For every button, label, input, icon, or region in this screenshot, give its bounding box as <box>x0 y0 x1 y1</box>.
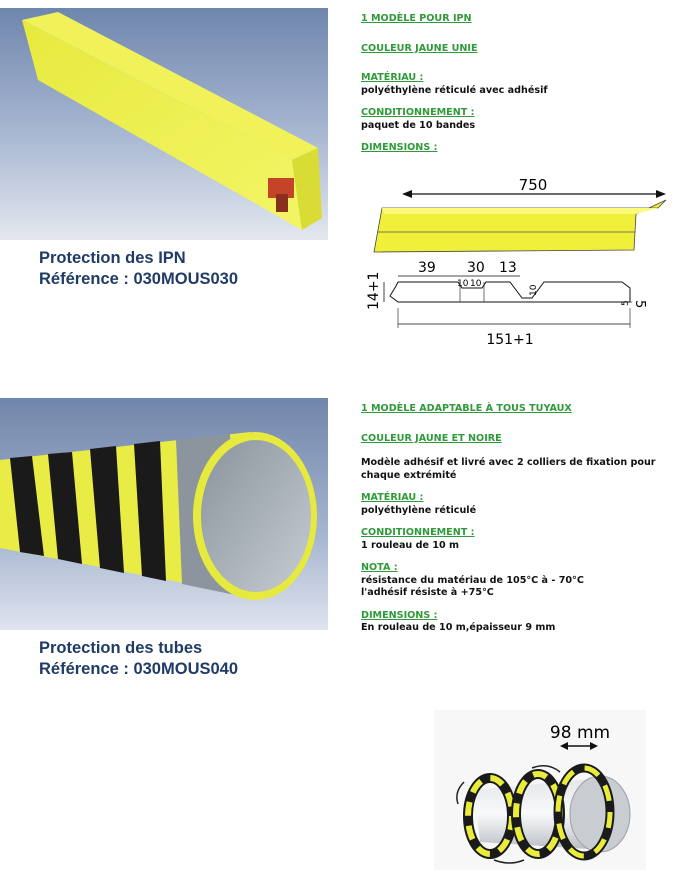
tube-nota-line2: l'adhésif résiste à +75°C <box>361 587 494 598</box>
ipn-color-heading: COULEUR JAUNE UNIE <box>361 42 478 54</box>
tube-nota-line1: résistance du matériau de 105°C à - 70°C <box>361 574 584 586</box>
ipn-caption-title: Protection des IPN <box>39 249 186 267</box>
ipn-product-photo <box>0 8 328 240</box>
ipn-caption-reference: Référence : 030MOUS030 <box>39 270 239 288</box>
tube-caption-reference: Référence : 030MOUS040 <box>39 660 239 678</box>
dim-5b-label: 5 <box>621 300 631 306</box>
tube-dimensions-value: En rouleau de 10 m,épaisseur 9 mm <box>361 622 556 633</box>
dim-width-label: 151+1 <box>486 332 534 348</box>
dim-10b-label: 10 <box>470 279 482 289</box>
tube-nota-heading: NOTA : <box>361 562 398 573</box>
tube-packaging-heading: CONDITIONNEMENT : <box>361 527 475 538</box>
tube-caption-title: Protection des tubes <box>39 639 203 657</box>
ipn-model-heading: 1 MODÈLE POUR IPN <box>361 13 472 24</box>
collar-width-label: 98 mm <box>549 723 611 743</box>
dim-length-label: 750 <box>518 176 548 194</box>
tube-material-value: polyéthylène réticulé <box>361 504 477 516</box>
tube-packaging-value: 1 rouleau de 10 m <box>361 539 460 551</box>
dim-13-label: 13 <box>499 260 517 276</box>
tube-caption <box>39 638 319 680</box>
ipn-material-value: polyéthylène réticulé avec adhésif <box>361 84 548 96</box>
ipn-packaging-value: paquet de 10 bandes <box>361 119 476 131</box>
tube-material-heading: MATÉRIAU : <box>361 492 424 503</box>
dim-30-label: 30 <box>467 260 485 276</box>
tube-model-heading: 1 MODÈLE ADAPTABLE À TOUS TUYAUX <box>361 403 572 414</box>
ipn-material-heading: MATÉRIAU : <box>361 72 424 83</box>
ipn-dimensions-heading: DIMENSIONS : <box>361 142 438 153</box>
ipn-spec-block <box>361 13 671 155</box>
ipn-dimension-drawing <box>360 172 672 350</box>
dim-10c-label: 10 <box>529 284 539 296</box>
tube-product-photo <box>0 398 328 630</box>
dim-39-label: 39 <box>418 260 436 276</box>
tube-description: Modèle adhésif et livré avec 2 colliers de fixation pour chaque extrémité <box>361 457 656 481</box>
tube-color-heading: COULEUR JAUNE ET NOIRE <box>361 432 502 444</box>
dim-10a-label: 10 <box>457 279 469 289</box>
dim-5-label: 5 <box>632 300 647 309</box>
ipn-packaging-heading: CONDITIONNEMENT : <box>361 107 475 118</box>
tube-collar-illustration <box>434 710 646 870</box>
tube-dimensions-heading: DIMENSIONS : <box>361 609 438 621</box>
tube-spec-block <box>361 403 671 635</box>
dim-height-label: 14+1 <box>366 271 382 310</box>
ipn-caption <box>39 248 319 290</box>
